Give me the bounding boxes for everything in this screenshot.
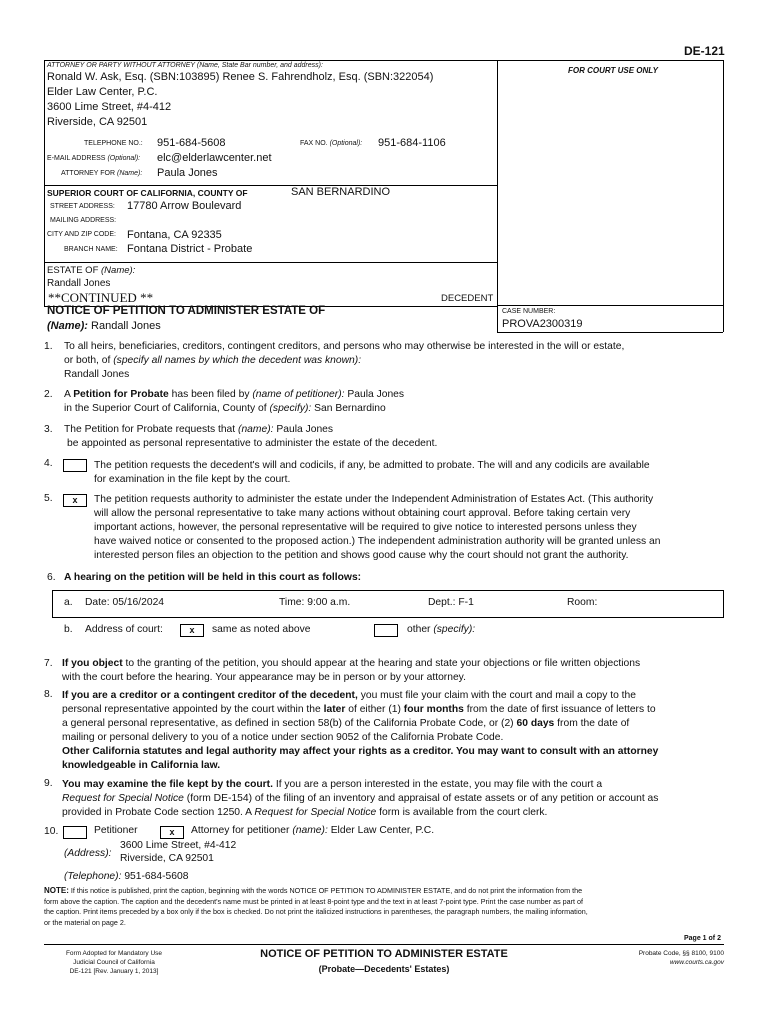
city-value: Fontana, CA 92335 [127, 229, 222, 241]
note-line: or the material on page 2. [44, 917, 126, 927]
item-2-line2: in the Superior Court of California, County of (specify): San Bernardino [64, 403, 386, 414]
item-3-line2: be appointed as personal representative to administer the estate of the decedent. [67, 438, 438, 449]
petitioner-address-line1: 3600 Lime Street, #4-412 [120, 840, 237, 851]
email-label: E-MAIL ADDRESS (Optional): [47, 155, 141, 162]
item-2-num: 2. [44, 389, 53, 400]
item-9-num: 9. [44, 778, 53, 789]
item-4-num: 4. [44, 458, 53, 469]
footer-title: NOTICE OF PETITION TO ADMINISTER ESTATE [260, 948, 508, 960]
item-8-line2: personal representative appointed by the court within the later of either (1) four months from the date of first issuance of letters to [62, 704, 656, 715]
item-8-line3: a general personal representative, as defined in section 58(b) of the California Probate Code, or (2) 60 days from the date of [62, 718, 630, 729]
item-8-line5: Other California statutes and legal authority may affect your rights as a creditor. You may want to consult with an attorney [62, 746, 659, 757]
footer-subtitle: (Probate—Decedents' Estates) [318, 964, 450, 974]
branch-value: Fontana District - Probate [127, 243, 253, 255]
other-address-label: other (specify): [407, 624, 476, 635]
attorney-for-label: ATTORNEY FOR (Name): [61, 170, 143, 177]
branch-label: BRANCH NAME: [64, 246, 118, 253]
email-value: elc@elderlawcenter.net [157, 152, 272, 164]
county-value: SAN BERNARDINO [291, 186, 391, 198]
note-line: the caption. Print items preceded by a box only if the box is checked. Do not print the italicized instructions in parentheses, the paragraph numbers, the mailing information, [44, 907, 588, 916]
item-9-line3: provided in Probate Code section 1250. A Request for Special Notice form is available from the court clerk. [62, 807, 548, 818]
name-label: (Name): [47, 320, 88, 332]
item-8-line6: knowledgeable in California law. [62, 760, 221, 771]
decedent-label: DECEDENT [441, 293, 494, 304]
item-7-line1: If you object to the granting of the petition, you should appear at the hearing and state your objections or file written objections [62, 658, 641, 669]
fax-value: 951-684-1106 [378, 137, 446, 149]
item-5-line: have waived notice or consented to the proposed action.) The independent administration authority will be granted unless an [94, 536, 661, 547]
item-5-checkbox[interactable]: x [63, 494, 87, 507]
court-label: SUPERIOR COURT OF CALIFORNIA, COUNTY OF [47, 188, 248, 198]
address-of-court-label: Address of court: [85, 624, 163, 635]
petitioner-checkbox[interactable] [63, 826, 87, 839]
form-id: DE-121 [684, 44, 725, 58]
page-number: Page 1 of 2 [684, 935, 721, 942]
item-6-num: 6. [47, 572, 56, 583]
item-6b-letter: b. [64, 624, 73, 635]
estate-name: Randall Jones [47, 278, 111, 289]
item-2-line1: A Petition for Probate has been filed by (name of petitioner): Paula Jones [64, 389, 405, 400]
fax-label: FAX NO. (Optional): [300, 140, 363, 147]
item-7-num: 7. [44, 658, 53, 669]
item-7 [62, 657, 724, 685]
telephone-value: 951-684-5608 [157, 137, 226, 149]
item-5-line: The petition requests authority to administer the estate under the Independent Administration of Estates Act. (This authority [94, 494, 654, 505]
city-label: CITY AND ZIP CODE: [47, 231, 116, 238]
item-5-line: will allow the personal representative to take many actions without obtaining court approval. Before taking certain very [94, 508, 631, 519]
form-adopted: Form Adopted for Mandatory Use Judicial Council of California DE-121 [Rev. January 1, 2013] [65, 950, 163, 975]
hearing-dept: Dept.: F-1 [428, 597, 474, 608]
attorney-line: Ronald W. Ask, Esq. (SBN:103895) Renee S. Fahrendholz, Esq. (SBN:322054) [47, 71, 434, 83]
attorney-for-petitioner-checkbox[interactable]: x [160, 826, 184, 839]
court-use-label: FOR COURT USE ONLY [568, 66, 658, 75]
item-8-line1: If you are a creditor or a contingent creditor of the decedent, you must file your claim with the court and mail a copy to the [62, 690, 636, 701]
petitioner-address-line2: Riverside, CA 92501 [120, 853, 214, 864]
item-8-num: 8. [44, 689, 53, 700]
item-1-line1: To all heirs, beneficiaries, creditors, contingent creditors, and persons who may otherwise be interested in the will or estate, [64, 341, 625, 352]
same-as-above-label: same as noted above [212, 624, 311, 635]
item-4-line2: for examination in the file kept by the court. [94, 474, 291, 485]
note-line: form above the caption. The caption and the decedent's name must be printed in at least 8-point type and the text in at least 7-point type. Print the case number as part of [44, 896, 584, 906]
item-4-line1: The petition requests the decedent's will and codicils, if any, be admitted to probate. The will and any codicils are available [94, 460, 650, 471]
notice-name-row [47, 320, 161, 332]
attorney-line: Riverside, CA 92501 [47, 116, 148, 128]
item-1 [64, 340, 724, 382]
case-number-label: CASE NUMBER: [502, 308, 556, 315]
attorney-line: Elder Law Center, P.C. [47, 86, 158, 98]
item-2 [64, 388, 724, 416]
address-label: (Address): [64, 848, 112, 859]
item-5-line: interested person files an objection to the petition and shows good cause why the court should not grant the authority. [94, 550, 629, 561]
other-address-checkbox[interactable] [374, 624, 398, 637]
petitioner-telephone: (Telephone): 951-684-5608 [64, 871, 189, 882]
same-as-above-checkbox[interactable]: x [180, 624, 204, 637]
item-3 [64, 423, 724, 451]
item-6a-letter: a. [64, 597, 73, 608]
item-6-text: A hearing on the petition will be held in this court as follows: [64, 572, 362, 583]
hearing-date: Date: 05/16/2024 [85, 597, 165, 608]
note-line: NOTE: If this notice is published, print the caption, beginning with the words NOTICE OF PETITION TO ADMINISTER ESTATE, and do not print the information from the [44, 886, 583, 895]
item-3-line1: The Petition for Probate requests that (name): Paula Jones [64, 424, 334, 435]
mailing-label: MAILING ADDRESS: [50, 217, 117, 224]
attorney-for-petitioner: Attorney for petitioner (name): Elder Law Center, P.C. [191, 825, 435, 836]
petitioner-label: Petitioner [94, 825, 138, 836]
attorney-line: 3600 Lime Street, #4-412 [47, 101, 172, 113]
footer-code: Probate Code, §§ 8100, 9100 www.courts.ca.gov [580, 949, 724, 967]
note-block [44, 886, 724, 928]
case-number-value: PROVA2300319 [502, 318, 583, 330]
hearing-room: Room: [567, 597, 598, 608]
hearing-time: Time: 9:00 a.m. [279, 597, 351, 608]
item-9-line1: You may examine the file kept by the court. If you are a person interested in the estate, you may file with the court a [62, 779, 603, 790]
item-10-num: 10. [44, 826, 59, 837]
item-5-num: 5. [44, 493, 53, 504]
item-4-checkbox[interactable] [63, 459, 87, 472]
item-9-line2: Request for Special Notice (form DE-154) of the filing of an inventory and appraisal of estate assets or of any petition or account as [62, 793, 659, 804]
item-3-num: 3. [44, 424, 53, 435]
item-1-num: 1. [44, 341, 53, 352]
item-1-value: Randall Jones [64, 369, 130, 380]
item-7-line2: with the court before the hearing. Your appearance may be in person or by your attorney. [62, 672, 466, 683]
continued-label: **CONTINUED ** [48, 290, 154, 305]
attorney-label: ATTORNEY OR PARTY WITHOUT ATTORNEY (Name, State Bar number, and address): [47, 62, 323, 69]
attorney-for-value: Paula Jones [157, 167, 218, 179]
street-label: STREET ADDRESS: [50, 203, 115, 210]
item-5-line: important actions, however, the personal representative will be required to give notice to interested persons unless they [94, 522, 637, 533]
item-4 [94, 459, 724, 487]
notice-title: NOTICE OF PETITION TO ADMINISTER ESTATE OF [47, 305, 326, 317]
attorney-block [47, 70, 433, 130]
item-1-line2: or both, of (specify all names by which the decedent was known): [64, 355, 362, 366]
courts-link[interactable]: www.courts.ca.gov [669, 959, 724, 966]
street-value: 17780 Arrow Boulevard [127, 200, 242, 212]
item-9 [62, 778, 724, 820]
telephone-label: TELEPHONE NO.: [84, 140, 143, 147]
item-5 [94, 493, 724, 563]
item-8-line4: mailing or personal delivery to you of a notice under section 9052 of the California Probate Code. [62, 732, 504, 743]
item-8 [62, 689, 724, 773]
notice-name: Randall Jones [91, 320, 161, 332]
estate-label: ESTATE OF (Name): [47, 265, 136, 276]
